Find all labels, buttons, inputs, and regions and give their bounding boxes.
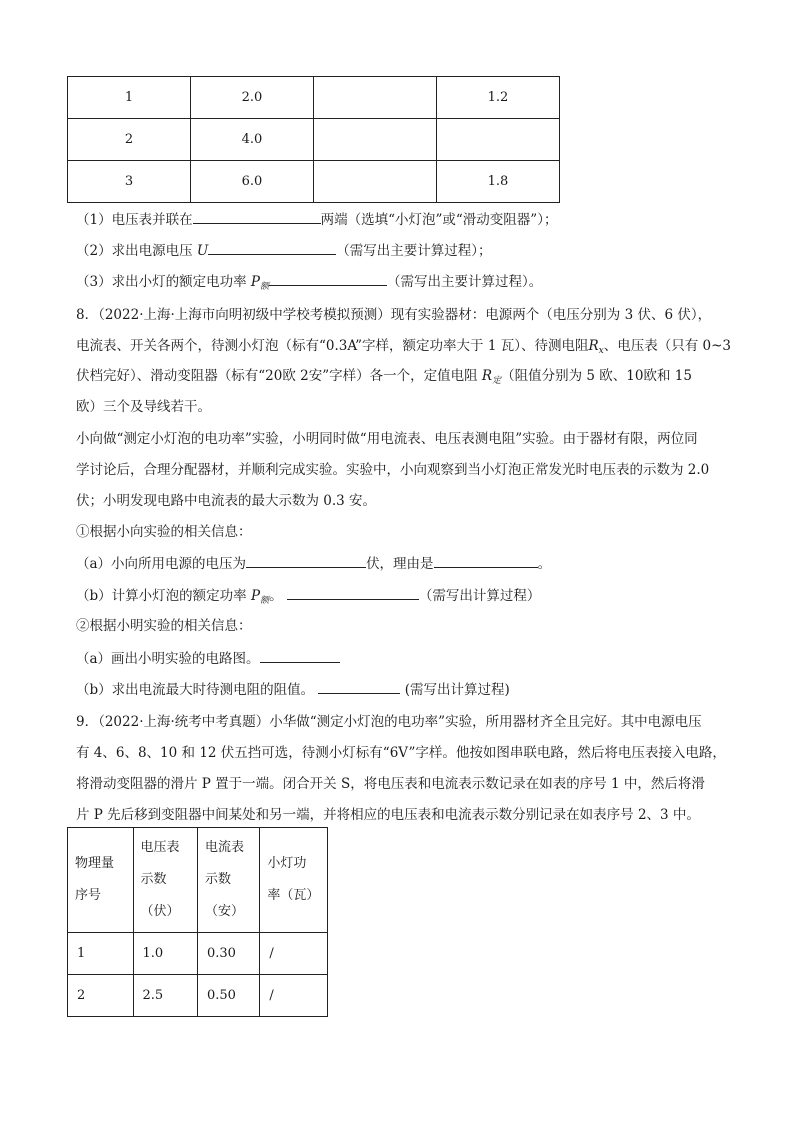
q7-part-3-text-2: （需写出主要计算过程）。 xyxy=(387,274,543,290)
header-cell xyxy=(133,828,197,933)
q8-part-b-text-2: 。 xyxy=(269,588,283,604)
q8-line-2-text-2: 、电压表（只有 0~3 xyxy=(603,338,731,354)
table-cell: 0.30 xyxy=(197,933,259,975)
q8-part-b-text: （b）计算小灯泡的额定功率 xyxy=(76,588,247,604)
voltage-symbol: U xyxy=(196,243,209,259)
q8-part-b xyxy=(76,585,540,611)
table-cell: 1.0 xyxy=(133,933,197,975)
resistance-subscript: x xyxy=(598,346,604,356)
q9-line-4: 片 P 先后移到变阻器中间某处和另一端，并将相应的电压表和电流表示数分别记录在如表序号 2、3 中。 xyxy=(76,807,700,823)
table-cell: / xyxy=(260,975,328,1017)
answer-blank[interactable] xyxy=(269,271,387,286)
answer-blank[interactable] xyxy=(287,585,419,600)
header-cell xyxy=(260,828,328,933)
table-cell: 2 xyxy=(68,119,191,161)
q8-line-4: 欧）三个及导线若干。 xyxy=(76,399,211,415)
q8-part-d-text: （b）求出电流最大时待测电阻的阻值。 xyxy=(76,682,315,698)
table-row xyxy=(68,119,560,161)
table-cell xyxy=(314,161,437,203)
header-line: 示数 xyxy=(204,872,231,887)
table-cell: 6.0 xyxy=(191,161,314,203)
q8-line-3-text: 伏档完好）、滑动变阻器（标有“20欧 2安”字样）各一个，定值电阻 xyxy=(76,368,478,384)
q9-line-3: 将滑动变阻器的滑片 P 置于一端。闭合开关 S，将电压表和电流表示数记录在如表的序号 1 中，然后将滑 xyxy=(76,776,705,792)
resistance-subscript: 定 xyxy=(492,376,502,386)
data-table-2 xyxy=(67,827,328,1017)
table-cell: 2.5 xyxy=(133,975,197,1017)
q8-part-a-text-2: 伏，理由是 xyxy=(366,556,434,572)
answer-blank[interactable] xyxy=(246,553,366,568)
header-line: 序号 xyxy=(75,888,102,903)
q8-part-d-text-2: (需写出计算过程) xyxy=(404,682,510,698)
header-line: 物理量 xyxy=(75,856,115,871)
answer-blank[interactable] xyxy=(434,553,538,568)
q8-line-3-text-2: （阻值分别为 5 欧、10欧和 15 xyxy=(501,368,692,384)
table-cell: 1.2 xyxy=(437,77,560,119)
q7-part-1-text: （1）电压表并联在 xyxy=(76,212,193,228)
power-symbol: P xyxy=(250,274,260,290)
q7-part-2-text: （2）求出电源电压 xyxy=(76,243,193,259)
table-cell: 2 xyxy=(68,975,134,1017)
header-line: 率（瓦） xyxy=(267,888,320,903)
q9-line-1: 9．（2022·上海·统考中考真题）小华做“测定小灯泡的电功率”实验，所用器材齐全且完好。其中电源电压 xyxy=(76,714,702,730)
table-row xyxy=(68,975,328,1017)
table-row xyxy=(68,933,328,975)
q8-line-5: 小向做“测定小灯泡的电功率”实验，小明同时做“用电流表、电压表测电阻”实验。由于器材有限，两位同 xyxy=(76,431,698,447)
q8-line-7: 伏；小明发现电路中电流表的最大示数为 0.3 安。 xyxy=(76,493,377,509)
header-line: （安） xyxy=(204,904,244,919)
table-cell: / xyxy=(260,933,328,975)
header-line: （伏） xyxy=(140,904,180,919)
table-cell: 0.50 xyxy=(197,975,259,1017)
resistance-symbol: R xyxy=(588,338,599,354)
q8-line-3 xyxy=(76,366,692,391)
table-cell xyxy=(314,119,437,161)
q8-part-a-text: （a）小向所用电源的电压为 xyxy=(76,556,247,572)
header-line: 小灯功 xyxy=(267,856,307,871)
table-cell xyxy=(437,119,560,161)
table-row xyxy=(68,77,560,119)
q8-part-c xyxy=(76,648,340,669)
power-symbol: P xyxy=(250,588,261,604)
table-row xyxy=(68,161,560,203)
q8-section-1: ①根据小向实验的相关信息： xyxy=(76,524,252,540)
q8-line-1: 8．（2022·上海·上海市向明初级中学校考模拟预测）现有实验器材：电源两个（电压分别为 3 伏、6 伏）， xyxy=(76,307,712,323)
q8-part-a-text-3: 。 xyxy=(537,556,552,572)
table-cell: 1 xyxy=(68,933,134,975)
table-cell xyxy=(314,77,437,119)
q8-part-c-text: （a）画出小明实验的电路图。 xyxy=(76,651,260,667)
table-cell: 1 xyxy=(68,77,191,119)
header-cell xyxy=(68,828,134,933)
q8-line-6: 学讨论后，合理分配器材，并顺利完成实验。实验中，小向观察到当小灯泡正常发光时电压表的示数为 2.0 xyxy=(76,462,710,478)
q7-part-1 xyxy=(76,209,557,230)
answer-blank[interactable] xyxy=(208,240,336,255)
q7-part-2 xyxy=(76,240,492,261)
table-cell: 4.0 xyxy=(191,119,314,161)
power-subscript: 额 xyxy=(259,282,269,292)
q9-line-2: 有 4、6、8、10 和 12 伏五挡可选，待测小灯标有“6V”字样。他按如图串联电路，然后将电压表接入电路， xyxy=(76,745,726,761)
table-cell: 3 xyxy=(68,161,191,203)
header-line: 电压表 xyxy=(140,840,180,855)
power-subscript: 额 xyxy=(260,596,270,606)
q7-part-3-text: （3）求出小灯的额定电功率 xyxy=(76,274,247,290)
table-header-row xyxy=(68,828,328,933)
answer-blank[interactable] xyxy=(193,209,321,224)
resistance-symbol: R xyxy=(481,368,493,384)
header-line: 示数 xyxy=(140,872,167,887)
q7-part-1-text-2: 两端（选填“小灯泡”或“滑动变阻器”）； xyxy=(320,212,558,228)
q8-part-a xyxy=(76,553,551,574)
q7-part-2-text-2: （需写出主要计算过程）； xyxy=(336,243,492,259)
q7-part-3 xyxy=(76,271,542,297)
answer-blank[interactable] xyxy=(318,679,400,694)
table-cell: 1.8 xyxy=(437,161,560,203)
q8-part-d xyxy=(76,679,510,700)
table-cell: 2.0 xyxy=(191,77,314,119)
q8-line-2 xyxy=(76,336,731,361)
data-table-1 xyxy=(67,76,560,203)
header-cell xyxy=(197,828,259,933)
header-line: 电流表 xyxy=(204,840,244,855)
answer-blank[interactable] xyxy=(260,648,340,663)
q8-line-2-text: 电流表、开关各两个，待测小灯泡（标有“0.3A”字样，额定功率大于 1 瓦）、待测电阻 xyxy=(76,338,589,354)
q8-part-b-text-3: （需写出计算过程） xyxy=(418,588,541,604)
q8-section-2: ②根据小明实验的相关信息： xyxy=(76,618,252,634)
